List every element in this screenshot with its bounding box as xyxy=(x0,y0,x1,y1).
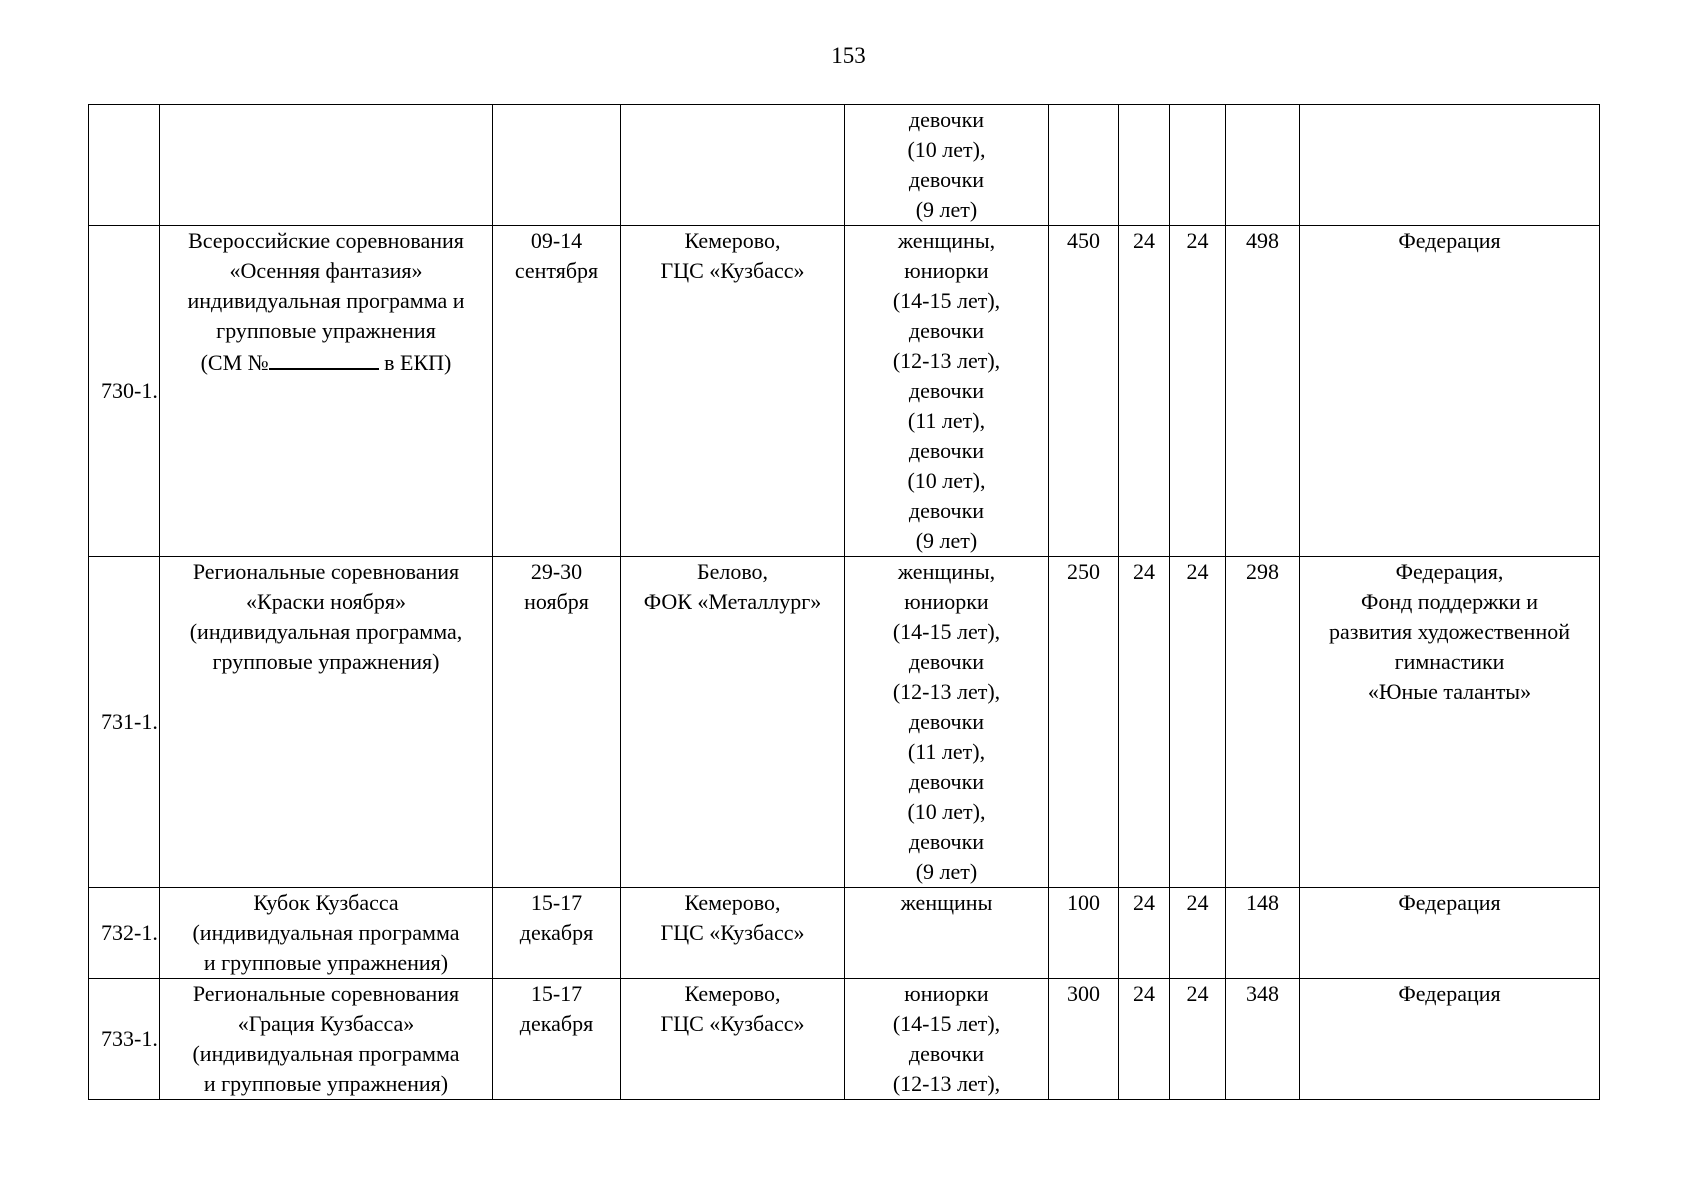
place-line: Кемерово, xyxy=(684,890,781,915)
venue-cell xyxy=(621,557,845,888)
name-line: и групповые упражнения) xyxy=(203,1071,449,1096)
dates-line: сентября xyxy=(514,258,599,283)
place-line: ФОК «Металлург» xyxy=(643,589,822,614)
count-c3 xyxy=(1170,105,1226,226)
participants-line: юниорки xyxy=(904,589,989,614)
dates-line: декабря xyxy=(519,1011,594,1036)
venue-cell xyxy=(621,105,845,226)
participants-line: юниорки xyxy=(904,258,989,283)
participants-line: (14-15 лет), xyxy=(892,619,1001,644)
event-name-cell xyxy=(160,557,493,888)
participants-line: (14-15 лет), xyxy=(892,288,1001,313)
place-line: ГЦС «Кузбасс» xyxy=(660,1011,805,1036)
participants-line: девочки xyxy=(908,318,985,343)
participants-line: женщины, xyxy=(897,559,996,584)
events-table xyxy=(88,104,1600,1100)
participants-cell xyxy=(845,979,1049,1100)
name-line: и групповые упражнения) xyxy=(203,950,449,975)
participants-line: (11 лет), xyxy=(907,739,986,764)
org-line: Фонд поддержки и xyxy=(1360,589,1539,614)
participants-cell xyxy=(845,226,1049,557)
count-c2: 24 xyxy=(1119,226,1170,557)
name-line: Кубок Кузбасса xyxy=(253,890,399,915)
dates-cell xyxy=(493,888,621,979)
participants-line: девочки xyxy=(908,167,985,192)
name-line: индивидуальная программа и xyxy=(187,288,465,313)
table-row xyxy=(89,979,1600,1100)
dates-cell xyxy=(493,557,621,888)
participants-line: девочки xyxy=(908,378,985,403)
name-line: «Грация Кузбасса» xyxy=(237,1011,415,1036)
place-line: ГЦС «Кузбасс» xyxy=(660,920,805,945)
participants-line: девочки xyxy=(908,709,985,734)
count-c1: 100 xyxy=(1049,888,1119,979)
participants-line: девочки xyxy=(908,107,985,132)
place-line: ГЦС «Кузбасс» xyxy=(660,258,805,283)
org-line: развития художественной xyxy=(1329,619,1570,644)
dates-cell xyxy=(493,979,621,1100)
name-line: Всероссийские соревнования xyxy=(188,228,464,253)
participants-line: женщины xyxy=(900,890,993,915)
participants-line: (10 лет), xyxy=(907,799,986,824)
venue-cell xyxy=(621,979,845,1100)
count-c3: 24 xyxy=(1170,557,1226,888)
participants-line: девочки xyxy=(908,649,985,674)
participants-line: (11 лет), xyxy=(907,408,986,433)
count-c3: 24 xyxy=(1170,979,1226,1100)
participants-line: девочки xyxy=(908,829,985,854)
organizer-cell xyxy=(1300,105,1600,226)
count-c4: 498 xyxy=(1226,226,1300,557)
row-number xyxy=(89,105,160,226)
organizer-cell xyxy=(1300,888,1600,979)
row-number: 730-1. xyxy=(89,226,160,557)
ekp-prefix: (СМ № xyxy=(200,350,269,375)
participants-line: (9 лет) xyxy=(915,197,978,222)
table-row xyxy=(89,226,1600,557)
count-c4 xyxy=(1226,105,1300,226)
event-name-cell xyxy=(160,105,493,226)
org-line: Федерация xyxy=(1398,890,1501,915)
count-c2: 24 xyxy=(1119,979,1170,1100)
count-c2: 24 xyxy=(1119,557,1170,888)
place-line: Кемерово, xyxy=(684,228,781,253)
participants-line: девочки xyxy=(908,769,985,794)
name-line: «Краски ноября» xyxy=(246,589,406,614)
name-line: (индивидуальная программа xyxy=(192,920,460,945)
participants-line: женщины, xyxy=(897,228,996,253)
count-c4: 298 xyxy=(1226,557,1300,888)
venue-cell xyxy=(621,226,845,557)
org-line: Федерация xyxy=(1398,981,1501,1006)
count-c2: 24 xyxy=(1119,888,1170,979)
org-line: «Юные таланты» xyxy=(1367,679,1532,704)
name-line: Региональные соревнования xyxy=(192,981,460,1006)
participants-line: (12-13 лет), xyxy=(892,348,1001,373)
organizer-cell xyxy=(1300,226,1600,557)
table-row xyxy=(89,888,1600,979)
organizer-cell xyxy=(1300,979,1600,1100)
fill-in-blank xyxy=(269,346,379,370)
table-row xyxy=(89,557,1600,888)
row-number: 731-1. xyxy=(89,557,160,888)
row-number: 732-1. xyxy=(89,888,160,979)
ekp-suffix: в ЕКП) xyxy=(378,350,452,375)
participants-line: (9 лет) xyxy=(915,528,978,553)
page-number: 153 xyxy=(831,43,866,68)
count-c3: 24 xyxy=(1170,888,1226,979)
place-line: Белово, xyxy=(696,559,769,584)
dates-line: 15-17 xyxy=(530,981,583,1006)
participants-cell xyxy=(845,888,1049,979)
participants-cell xyxy=(845,557,1049,888)
participants-line: (10 лет), xyxy=(907,468,986,493)
dates-line: ноября xyxy=(524,589,589,614)
name-line: (индивидуальная программа, xyxy=(189,619,463,644)
org-line: гимнастики xyxy=(1394,649,1505,674)
count-c2 xyxy=(1119,105,1170,226)
venue-cell xyxy=(621,888,845,979)
dates-cell xyxy=(493,105,621,226)
participants-line: девочки xyxy=(908,438,985,463)
participants-line: (10 лет), xyxy=(907,137,986,162)
count-c4: 348 xyxy=(1226,979,1300,1100)
participants-line: девочки xyxy=(908,498,985,523)
count-c1 xyxy=(1049,105,1119,226)
participants-line: юниорки xyxy=(904,981,989,1006)
count-c4: 148 xyxy=(1226,888,1300,979)
event-name-cell xyxy=(160,226,493,557)
name-line: групповые упражнения xyxy=(216,318,436,343)
dates-line: 09-14 xyxy=(530,228,583,253)
dates-cell xyxy=(493,226,621,557)
row-number: 733-1. xyxy=(89,979,160,1100)
count-c1: 450 xyxy=(1049,226,1119,557)
count-c3: 24 xyxy=(1170,226,1226,557)
participants-line: (12-13 лет), xyxy=(892,679,1001,704)
ekp-reference xyxy=(160,346,492,378)
participants-line: (14-15 лет), xyxy=(892,1011,1001,1036)
org-line: Федерация xyxy=(1398,228,1501,253)
participants-line: девочки xyxy=(908,1041,985,1066)
table-row xyxy=(89,105,1600,226)
participants-line: (12-13 лет), xyxy=(892,1071,1001,1096)
dates-line: 15-17 xyxy=(530,890,583,915)
count-c1: 250 xyxy=(1049,557,1119,888)
name-line: (индивидуальная программа xyxy=(192,1041,460,1066)
event-name-cell xyxy=(160,888,493,979)
org-line: Федерация, xyxy=(1395,559,1504,584)
dates-line: декабря xyxy=(519,920,594,945)
name-line: групповые упражнения) xyxy=(212,649,440,674)
count-c1: 300 xyxy=(1049,979,1119,1100)
organizer-cell xyxy=(1300,557,1600,888)
dates-line: 29-30 xyxy=(530,559,583,584)
name-line: Региональные соревнования xyxy=(192,559,460,584)
name-line: «Осенняя фантазия» xyxy=(229,258,423,283)
participants-line: (9 лет) xyxy=(915,859,978,884)
event-name-cell xyxy=(160,979,493,1100)
place-line: Кемерово, xyxy=(684,981,781,1006)
participants-cell xyxy=(845,105,1049,226)
